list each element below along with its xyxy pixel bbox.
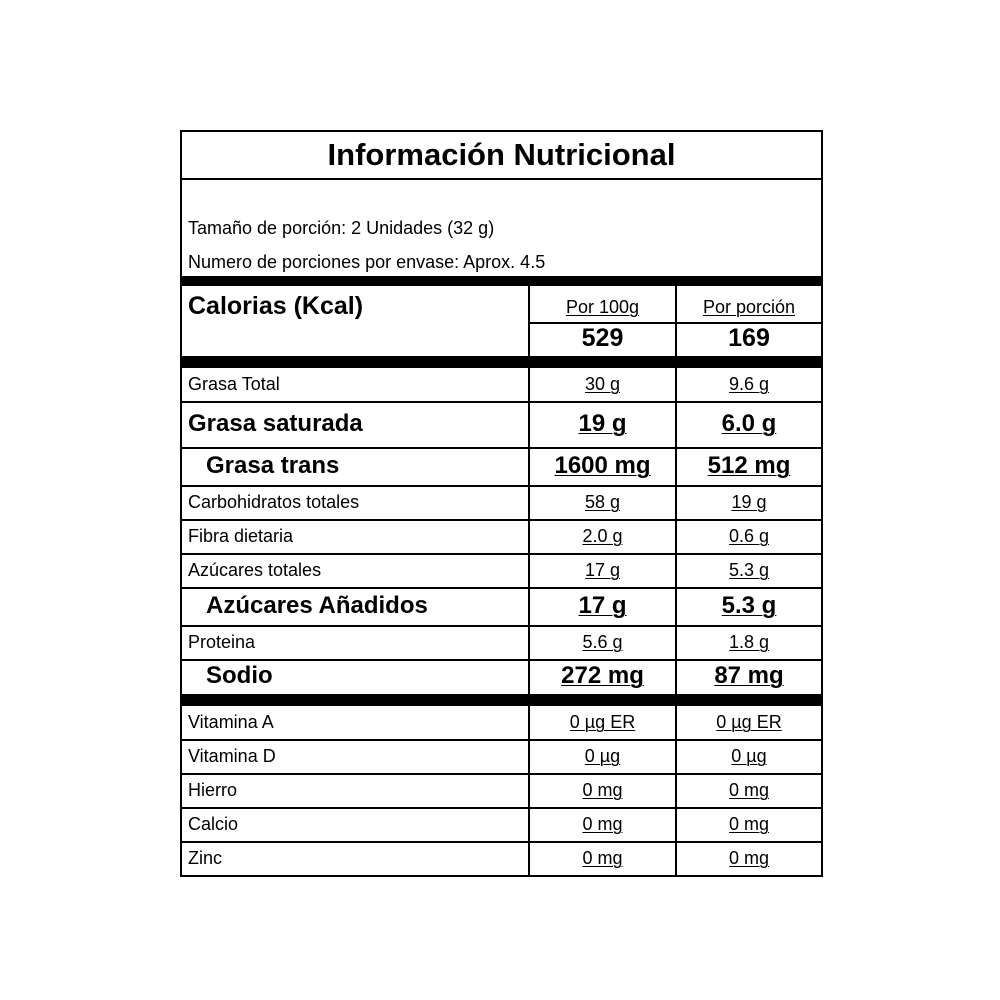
nutrient-name: Sodio xyxy=(206,662,273,689)
row-divider xyxy=(182,773,821,775)
row-divider xyxy=(182,553,821,555)
nutrient-per-portion: 87 mg xyxy=(714,662,784,689)
calories-label: Calorias (Kcal) xyxy=(188,292,364,320)
nutrient-per-portion: 512 mg xyxy=(707,452,791,479)
vitamin-per-100g: 0 mg xyxy=(582,848,623,868)
vitamin-name: Vitamina D xyxy=(188,746,276,766)
vitamin-per-100g: 0 mg xyxy=(582,814,623,834)
vitamin-name: Vitamina A xyxy=(188,712,274,732)
row-divider xyxy=(182,587,821,589)
nutrient-per-100g: 17 g xyxy=(584,560,621,580)
per-100g-header: Por 100g xyxy=(565,297,640,317)
nutrient-per-100g: 5.6 g xyxy=(582,632,623,652)
nutrient-per-100g: 30 g xyxy=(584,374,621,394)
nutrient-name: Grasa trans xyxy=(206,452,340,479)
thick-divider-vitamins xyxy=(182,694,821,706)
label-title: Información Nutricional xyxy=(182,132,821,180)
nutrient-per-100g: 58 g xyxy=(584,492,621,512)
nutrient-per-portion: 1.8 g xyxy=(728,632,770,652)
vitamin-per-portion: 0 µg ER xyxy=(716,712,782,732)
vitamin-per-100g: 0 mg xyxy=(582,780,623,800)
nutrient-per-portion: 9.6 g xyxy=(728,374,770,394)
nutrient-name: Proteina xyxy=(188,632,256,652)
nutrient-per-portion: 19 g xyxy=(731,492,767,512)
row-divider xyxy=(182,401,821,403)
nutrient-name: Carbohidratos totales xyxy=(188,492,360,512)
nutrient-per-portion: 6.0 g xyxy=(721,410,777,437)
serving-size: Tamaño de porción: 2 Unidades (32 g) xyxy=(188,218,495,238)
vitamin-per-portion: 0 µg xyxy=(731,746,767,766)
calories-per-100g: 529 xyxy=(581,324,624,352)
thick-divider-calories xyxy=(182,356,821,368)
nutrient-per-100g: 19 g xyxy=(578,410,627,437)
vitamin-per-portion: 0 mg xyxy=(728,814,770,834)
nutrient-per-100g: 2.0 g xyxy=(582,526,623,546)
servings-per-container: Numero de porciones por envase: Aprox. 4.5 xyxy=(188,252,546,272)
vitamin-name: Hierro xyxy=(188,780,238,800)
vitamin-per-portion: 0 mg xyxy=(728,848,770,868)
row-divider xyxy=(182,841,821,843)
vitamin-per-portion: 0 mg xyxy=(728,780,770,800)
nutrition-facts-label xyxy=(180,130,823,877)
nutrient-per-100g: 17 g xyxy=(578,592,627,619)
vitamin-per-100g: 0 µg xyxy=(584,746,621,766)
thick-divider-top xyxy=(182,276,821,286)
calories-per-portion: 169 xyxy=(728,324,770,352)
row-divider xyxy=(182,519,821,521)
row-divider xyxy=(182,625,821,627)
nutrient-per-portion: 0.6 g xyxy=(728,526,770,546)
row-divider xyxy=(182,807,821,809)
row-divider xyxy=(182,485,821,487)
nutrient-per-100g: 1600 mg xyxy=(554,452,651,479)
nutrient-name: Azúcares totales xyxy=(188,560,322,580)
row-divider xyxy=(182,447,821,449)
row-divider xyxy=(182,739,821,741)
nutrient-name: Grasa saturada xyxy=(188,410,363,437)
vitamin-name: Zinc xyxy=(188,848,223,868)
vitamin-name: Calcio xyxy=(188,814,239,834)
nutrient-per-portion: 5.3 g xyxy=(721,592,777,619)
vitamin-per-100g: 0 µg ER xyxy=(569,712,636,732)
nutrient-name: Fibra dietaria xyxy=(188,526,294,546)
nutrient-per-portion: 5.3 g xyxy=(728,560,770,580)
nutrient-name: Grasa Total xyxy=(188,374,280,394)
row-divider xyxy=(182,659,821,661)
nutrient-per-100g: 272 mg xyxy=(561,662,644,689)
nutrient-name: Azúcares Añadidos xyxy=(206,592,428,619)
per-portion-header: Por porción xyxy=(702,297,796,317)
